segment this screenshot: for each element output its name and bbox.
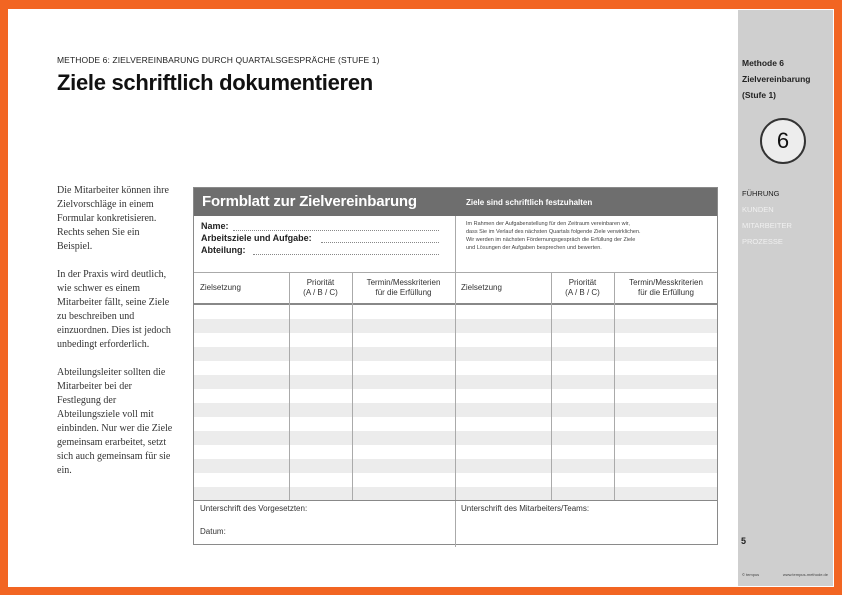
priority-label: Priorität <box>306 278 335 287</box>
deadline-sub: für die Erfüllung <box>637 288 694 297</box>
sidebar-nav <box>742 186 792 250</box>
sidebar-item-kunden[interactable]: KUNDEN <box>742 205 774 214</box>
field-tasks-label: Arbeitsziele und Aufgabe: <box>201 233 312 243</box>
form-header <box>194 188 717 216</box>
column-divider <box>551 273 552 501</box>
page-title: Ziele schriftlich dokumentieren <box>57 70 373 95</box>
paragraph-3: Abteilungsleiter sollten die Mitarbeiter bei der Festlegung der Abteilungsziele voll mit einbinden. Nur wer die Ziele gemeinsam erarbeitet, setzt sich auch gemeinsam für sie ein. <box>57 367 173 476</box>
sidebar-item-prozesse[interactable]: PROZESSE <box>742 237 783 246</box>
priority-scale: (A / B / C) <box>565 288 600 297</box>
info-line: dass Sie im Verlauf des nächsten Quartals folgende Ziele verwirklichen. <box>466 229 641 235</box>
footer-url: www.tempus-methode.de <box>782 572 828 577</box>
column-divider <box>614 273 615 501</box>
goal-agreement-form <box>193 187 718 545</box>
deadline-label: Termin/Messkriterien <box>366 278 441 287</box>
deadline-sub: für die Erfüllung <box>375 288 432 297</box>
signature-divider <box>455 501 456 547</box>
signature-employee-label: Unterschrift des Mitarbeiters/Teams: <box>461 504 590 513</box>
signature-area <box>194 500 717 546</box>
priority-label: Priorität <box>568 278 597 287</box>
sidebar-method-line: (Stufe 1) <box>742 90 776 100</box>
form-info-text <box>466 220 706 252</box>
deadline-label: Termin/Messkriterien <box>629 278 703 287</box>
column-divider <box>352 273 353 501</box>
info-line: Wir werden im nächsten Fördernungsgespräch die Erfüllung der Ziele <box>466 237 636 243</box>
footer-copyright: © tempus <box>742 572 760 577</box>
sidebar-method-line: Methode 6 <box>742 58 785 68</box>
sidebar-item-fuehrung[interactable]: FÜHRUNG <box>742 189 780 198</box>
priority-scale: (A / B / C) <box>303 288 338 297</box>
column-divider <box>289 273 290 501</box>
field-department-label: Abteilung: <box>201 245 246 255</box>
col-header-deadline-left <box>352 273 455 303</box>
col-header-goal-left: Zielsetzung <box>200 283 241 292</box>
field-tasks-line <box>321 242 439 243</box>
paragraph-2: In der Praxis wird deutlich, wie schwer es einem Mitarbeiter fällt, seine Ziele zu beschreiben und einzuordnen. Dies ist jedoch unbedingt erforderlich. <box>57 269 171 350</box>
col-header-deadline-right <box>614 273 718 303</box>
info-line: Im Rahmen der Aufgabenstellung für den Zeitraum vereinbaren wir, <box>466 221 630 227</box>
sidebar-method <box>742 55 811 103</box>
col-header-priority-right <box>551 273 614 303</box>
signature-supervisor-label: Unterschrift des Vorgesetzten: <box>200 504 308 513</box>
column-divider <box>455 273 456 501</box>
method-kicker: METHODE 6: ZIELVEREINBARUNG DURCH QUARTALSGESPRÄCHE (STUFE 1) <box>57 55 380 65</box>
field-name-line <box>233 230 439 231</box>
goal-table <box>194 272 717 500</box>
form-subtitle: Ziele sind schriftlich festzuhalten <box>466 198 593 207</box>
intro-text <box>57 184 175 492</box>
method-number-badge: 6 <box>760 118 806 164</box>
sidebar-method-line: Zielvereinbarung <box>742 74 811 84</box>
sidebar-footer <box>742 572 828 577</box>
form-title: Formblatt zur Zielvereinbarung <box>202 193 417 210</box>
field-name-label: Name: <box>201 221 229 231</box>
paragraph-1: Die Mitarbeiter können ihre Zielvorschläge in einem Formular konkretisieren. Rechts sehen Sie ein Beispiel. <box>57 185 169 252</box>
header-column-divider <box>455 216 456 272</box>
field-department-line <box>253 254 439 255</box>
info-line: und Lösungen der Aufgaben besprechen und bewerten. <box>466 245 602 251</box>
col-header-goal-right: Zielsetzung <box>461 283 502 292</box>
col-header-priority-left <box>289 273 352 303</box>
sidebar-item-mitarbeiter[interactable]: MITARBEITER <box>742 221 792 230</box>
date-label: Datum: <box>200 527 226 536</box>
page-number: 5 <box>741 536 747 546</box>
